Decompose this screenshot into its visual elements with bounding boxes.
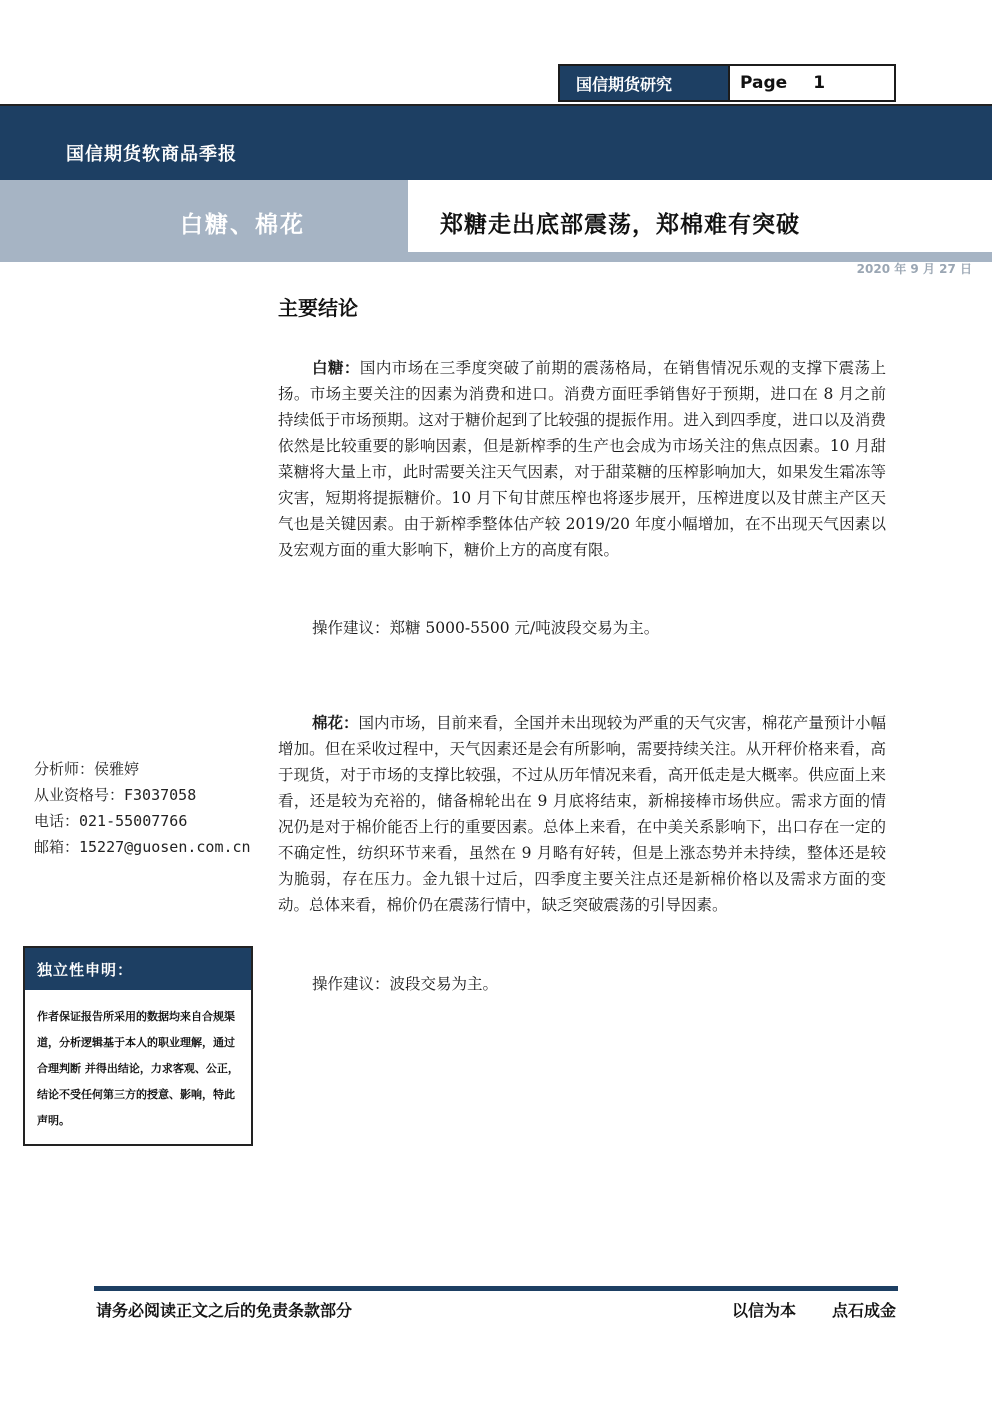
footer-slogans — [732, 1298, 896, 1321]
footer-disclaimer-note: 请务必阅读正文之后的免责条款部分 — [96, 1301, 353, 1320]
cotton-text: 国内市场，目前来看，全国并未出现较为严重的天气灾害，棉花产量预计小幅增加。但在采收过程中，天气因素还是会有所影响，需要持续关注。从开秤价格来看，高于现货，对于市场的支撑比较强，不过从历年情况来看，高开低走是大概率。供应面上来看，还是较为充裕的，储备棉轮出在 9 月底将结束，新棉接棒市场供应。需求方面的情况仍是对于棉价能否上行的重要因素。总体上来看，在中美关系影响下，出口存在一定的不确定性，纺织环节来看，虽然在 9 月略有好转，但是上涨态势并未持续，整体还是较为脆弱，存在压力。金九银十过后，四季度主要关注点还是新棉价格以及需求方面的变动。总体来看，棉价仍在震荡行情中，缺乏突破震荡的引导因素。 — [278, 714, 886, 914]
sugar-text: 国内市场在三季度突破了前期的震荡格局，在销售情况乐观的支撑下震荡上扬。市场主要关注的因素为消费和进口。消费方面旺季销售好于预期，进口在 8 月之前持续低于市场预期。这对于糖价起到了比较强的提振作用。进入到四季度，进口以及消费依然是比较重要的影响因素，但是新榨季的生产也会成为市场关注的焦点因素。10 月甜菜糖将大量上市，此时需要关注天气因素，对于甜菜糖的压榨影响加大，如果发生霜冻等灾害，短期将提振糖价。10 月下旬甘蔗压榨也将逐步展开，压榨进度以及甘蔗主产区天气也是关键因素。由于新榨季整体估产较 2019/20 年度小幅增加，在不出现天气因素以及宏观方面的重大影响下，糖价上方的高度有限。 — [278, 359, 886, 559]
cotton-paragraph — [278, 710, 886, 918]
title-band — [0, 180, 992, 276]
cotton-lead: 棉花： — [312, 713, 359, 732]
statement-body: 作者保证报告所采用的数据均来自合规渠道，分析逻辑基于本人的职业理解，通过合理判断 并得出结论，力求客观、公正，结论不受任何第三方的授意、影响，特此声明。 — [37, 1010, 239, 1127]
sugar-advice: 操作建议：郑糖 5000-5500 元/吨波段交易为主。 — [312, 619, 660, 637]
footer-slogan-2: 点石成金 — [831, 1301, 896, 1320]
header-tab — [558, 64, 896, 102]
brand-tab: 国信期货研究 — [560, 66, 728, 100]
independence-statement — [23, 946, 253, 1146]
headline: 郑糖走出底部震荡，郑棉难有突破 — [440, 211, 800, 238]
sugar-paragraph — [278, 355, 886, 563]
analyst-info — [34, 756, 251, 860]
report-name: 国信期货软商品季报 — [66, 144, 237, 165]
report-date: 2020 年 9 月 27 日 — [856, 262, 972, 276]
analyst-name: 分析师：侯雅婷 — [34, 760, 140, 778]
subject-title: 白糖、棉花 — [180, 211, 305, 238]
cotton-advice: 操作建议：波段交易为主。 — [312, 975, 499, 993]
analyst-license: 从业资格号：F3037058 — [34, 786, 197, 804]
analyst-email: 邮箱：15227@guosen.com.cn — [34, 838, 251, 856]
footer-slogan-1: 以信为本 — [731, 1301, 796, 1320]
report-banner — [0, 104, 992, 180]
headline-panel — [408, 180, 992, 252]
subject-panel — [0, 180, 408, 262]
sugar-lead: 白糖： — [312, 358, 360, 377]
page-indicator — [728, 66, 894, 100]
footer-rule — [94, 1286, 898, 1291]
analyst-phone: 电话：021-55007766 — [34, 812, 188, 830]
page-number: 1 — [813, 73, 826, 93]
section-title: 主要结论 — [278, 296, 358, 320]
page-label: Page — [740, 73, 788, 93]
statement-title: 独立性申明： — [25, 948, 251, 990]
